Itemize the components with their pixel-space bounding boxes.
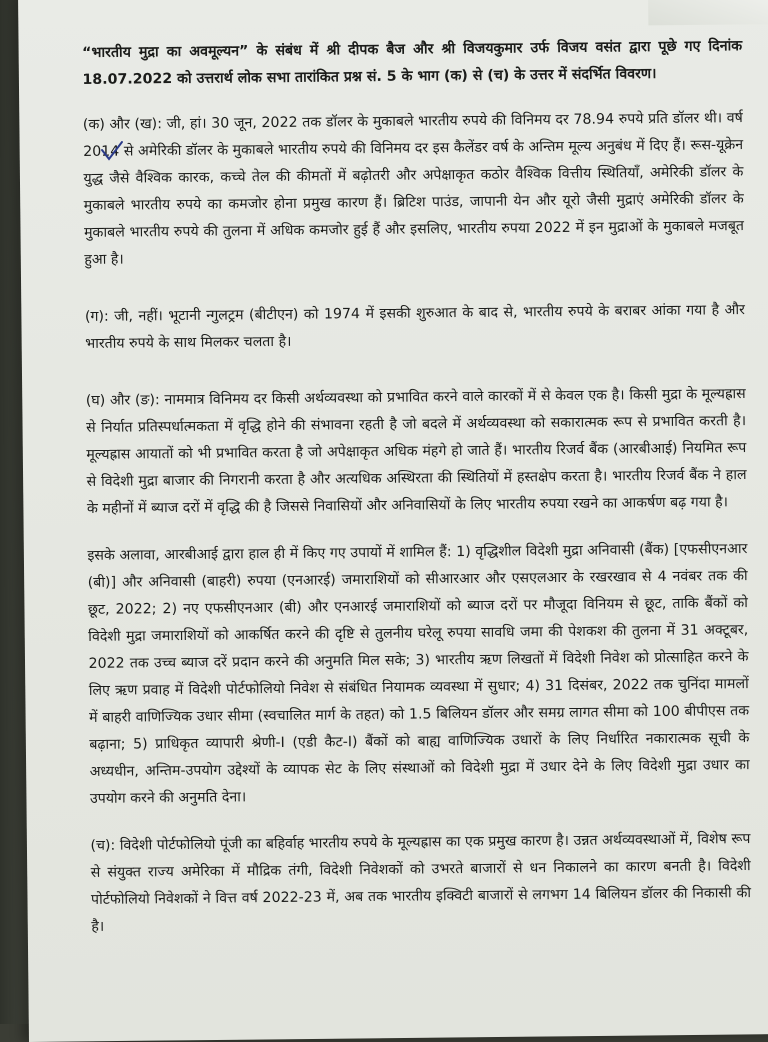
answer-ga: (ग): जी, नहीं। भूटानी न्गुलट्रम (बीटीएन) को 1974 में इसकी शुरुआत के बाद से, भारतीय रुपये के बराबर आंका गया है और भारतीय रुपये के साथ मिलकर चलता है।: [84, 302, 745, 352]
document-body: [82, 33, 752, 961]
checkmark-icon: [100, 140, 124, 162]
answer-ka-kha: (क) और (ख): जी, हां। 30 जून, 2022 तक डॉलर के मुकाबले भारतीय रुपये की विनिमय दर 78.94 रुपये प्रति डॉलर थी। वर्ष 2014 से अमेरिकी डॉलर के मुकाबले भारतीय रुपये की विनिमय दर इस कैलेंडर वर्ष के अन्तिम मूल्य अनुबंध में दिए हैं। रूस-यूक्रेन युद्ध जैसे वैश्विक कारक, कच्चे तेल की कीमतों में बढ़ोतरी और अपेक्षाकृत कठोर वैश्विक वित्तीय स्थितियाँ, अमेरिकी डॉलर के मुकाबले भारतीय रुपये का कमजोर होना प्रमुख कारण हैं। ब्रिटिश पाउंड, जापानी येन और यूरो जैसी मुद्राएं अमेरिकी डॉलर के मुकाबले भारतीय रुपये की तुलना में अधिक कमजोर हुई हैं और इसलिए, भारतीय रुपया 2022 में इन मुद्राओं के मुकाबले मजबूत हुआ है।: [82, 110, 745, 268]
answer-gha-nga: (घ) और (ङ): नाममात्र विनिमय दर किसी अर्थव्यवस्था को प्रभावित करने वाले कारकों में से केवल एक है। किसी मुद्रा के मूल्यह्रास से निर्यात प्रतिस्पर्धात्मकता में वृद्धि होने की संभावना रहती है जो बदले में अर्थव्यवस्था को सकारात्मक रूप से प्रभावित करती है। मूल्यह्रास आयातों को भी प्रभावित करता है जो अपेक्षाकृत अधिक मंहगे हो जाते हैं। भारतीय रिजर्व बैंक (आरबीआई) नियमित रूप से विदेशी मुद्रा बाजार की निगरानी करता है और अत्यधिक अस्थिरता की स्थितियों में हस्तक्षेप करता है। भारतीय रिजर्व बैंक ने हाल के महीनों में ब्याज दरों में वृद्धि की है जिससे निवासियों और अनिवासियों के लिए भारतीय रुपया रखने का आकर्षण बढ़ गया है।: [85, 386, 747, 517]
document-heading: “भारतीय मुद्रा का अवमूल्यन” के संबंध में श्री दीपक बैज और श्री विजयकुमार उर्फ विजय वसंत द्वारा पूछे गए दिनांक 18.07.2022 को उत्तरार्थ लोक सभा तारांकित प्रश्न सं. 5 के भाग (क) से (च) के उत्तर में संदर्भित विवरण।: [82, 38, 743, 88]
answer-cha: (च): विदेशी पोर्टफोलियो पूंजी का बहिर्वाह भारतीय रुपये के मूल्यह्रास का एक प्रमुख कारण है। उन्नत अर्थव्यवस्थाओं में, विशेष रूप से संयुक्त राज्य अमेरिका में मौद्रिक तंगी, विदेशी निवेशकों को उभरते बाजारों से धन निकालने का कारण बनती है। विदेशी पोर्टफोलियो निवेशकों ने वित्त वर्ष 2022-23 में, अब तक भारतीय इक्विटी बाजारों से लगभग 14 बिलियन डॉलर की निकासी की है।: [90, 831, 752, 935]
rbi-measures-paragraph: इसके अलावा, आरबीआई द्वारा हाल ही में किए गए उपायों में शामिल हैं: 1) वृद्धिशील विदेशी मुद्रा अनिवासी (बैंक) [एफसीएनआर (बी)] और अनिवासी (बाहरी) रुपया (एनआरई) जमाराशियों को सीआरआर और एसएलआर के रखरखाव से 4 नवंबर तक की छूट, 2022; 2) नए एफसीएनआर (बी) और एनआरई जमाराशियों को ब्याज दरों पर मौजूदा विनियम से छूट, ताकि बैंकों को विदेशी मुद्रा जमाराशियों को आकर्षित करने की दृष्टि से तुलनीय घरेलू रुपया सावधि जमा की पेशकश की तुलना में 31 अक्टूबर, 2022 तक उच्च ब्याज दरें प्रदान करने की अनुमति मिल सके; 3) भारतीय ऋण लिखतों में विदेशी निवेश को प्रोत्साहित करने के लिए ऋण प्रवाह में विदेशी पोर्टफोलियो निवेश से संबंधित नियामक व्यवस्था में सुधार; 4) 31 दिसंबर, 2022 तक चुनिंदा मामलों में बाहरी वाणिज्यिक उधार सीमा (स्वचालित मार्ग के तहत) को 1.5 बिलियन डॉलर और समग्र लागत सीमा को 100 बीपीएस तक बढ़ाना; 5) प्राधिकृत व्यापारी श्रेणी-I (एडी कैट-I) बैंकों को बाह्य वाणिज्यिक उधारों के लिए निर्धारित नकारात्मक सूची के अध्यधीन, अन्तिम-उपयोग उद्देश्यों के व्यापक सेट के लिए संस्थाओं को विदेशी मुद्रा में उधार देने के लिए विदेशी मुद्रा उधार का उपयोग करने की अनुमति देना।: [87, 541, 750, 807]
folded-corner: [648, 0, 768, 25]
